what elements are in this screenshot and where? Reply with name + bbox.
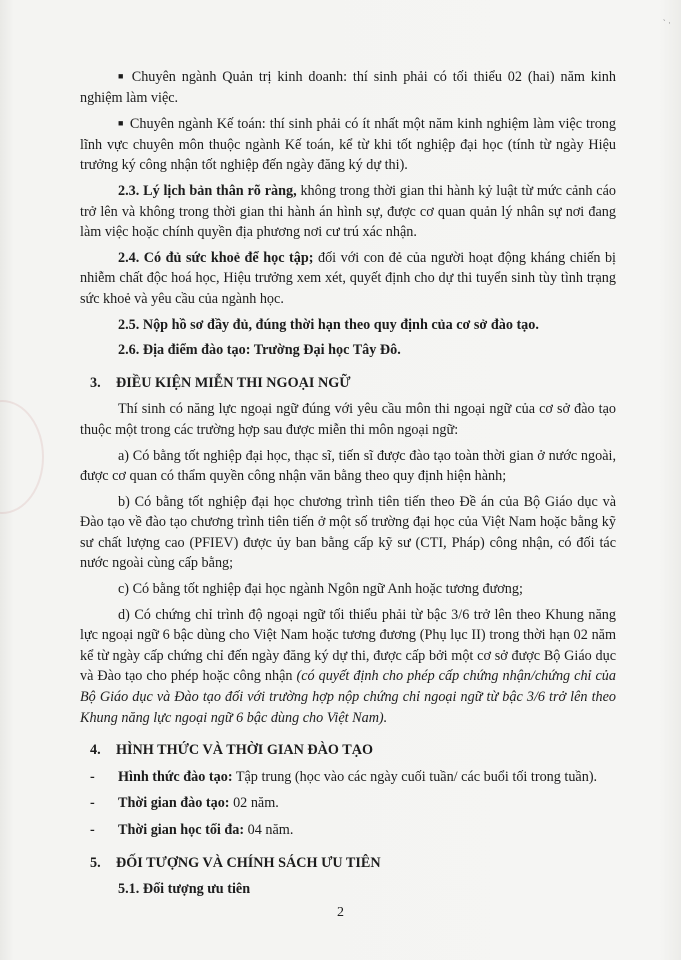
paragraph-3a: a) Có bằng tốt nghiệp đại học, thạc sĩ, tiến sĩ được đào tạo toàn thời gian ở nước ngoài, được cơ quan có thẩm quyền công nhận văn bằng theo quy định hiện hành; (80, 447, 616, 485)
section-5-heading: 5. ĐỐI TƯỢNG VÀ CHÍNH SÁCH ƯU TIÊN (90, 854, 381, 871)
paragraph-ketoan: ■ Chuyên ngành Kế toán: thí sinh phải có ít nhất một năm kinh nghiệm làm việc trong lĩnh vực chuyên môn thuộc ngành Kế toán, kể từ khi tốt nghiệp đại học (tính từ ngày Hiệu trưởng ký công nhận tốt nghiệp đến ngày đăng ký dự thi). (80, 116, 616, 174)
page-number: 2 (337, 905, 344, 920)
document-body (80, 66, 616, 905)
list-item: - Thời gian học tối đa: 04 năm. (90, 822, 294, 838)
paragraph-3d: d) Có chứng chỉ trình độ ngoại ngữ tối thiểu phải từ bậc 3/6 trở lên theo Khung năng lực ngoại ngữ 6 bậc dùng cho Việt Nam hoặc tương đương (Phụ lục II) trong thời hạn 02 năm kể từ ngày cấp chứng chỉ đến ngày đăng ký dự thi, được cấp bởi một cơ sở được Bộ Giáo dục và Đào tạo cho phép hoặc công nhận (có quyết định cho phép cấp chứng nhận/chứng chỉ của Bộ Giáo dục và Đào tạo đối với trường hợp nộp chứng chỉ ngoại ngữ từ bậc 3/6 trở lên theo Khung năng lực ngoại ngữ 6 bậc dùng cho Việt Nam). (80, 606, 616, 726)
paragraph-2-4: 2.4. Có đủ sức khoẻ để học tập; đối với con đẻ của người hoạt động kháng chiến bị nhiễm chất độc hoá học, Hiệu trưởng xem xét, quyết định cho dự thi tuyển sinh tùy tình trạng sức khoẻ và yêu cầu của ngành học. (80, 249, 616, 307)
section-3-heading: 3. ĐIỀU KIỆN MIỄN THI NGOẠI NGỮ (90, 374, 351, 391)
section-4-heading: 4. HÌNH THỨC VÀ THỜI GIAN ĐÀO TẠO (90, 742, 373, 759)
list-item: - Hình thức đào tạo: Tập trung (học vào các ngày cuối tuần/ các buổi tối trong tuần). (90, 768, 598, 785)
paragraph-qtkd: ■ Chuyên ngành Quản trị kinh doanh: thí sinh phải có tối thiểu 02 (hai) năm kinh nghiệm làm việc. (80, 69, 616, 106)
paragraph-3c: c) Có bằng tốt nghiệp đại học ngành Ngôn ngữ Anh hoặc tương đương; (118, 581, 523, 598)
paragraph-5-1: 5.1. Đối tượng ưu tiên (118, 881, 251, 898)
square-bullet-icon: ■ (118, 71, 126, 81)
corner-mark: ` · (662, 18, 671, 28)
list-item: - Thời gian đào tạo: 02 năm. (90, 795, 279, 812)
paragraph-2-5: 2.5. Nộp hồ sơ đầy đủ, đúng thời hạn theo quy định của cơ sở đào tạo. (118, 316, 539, 333)
paragraph-3b: b) Có bằng tốt nghiệp đại học chương trình tiên tiến theo Đề án của Bộ Giáo dục và Đào tạo về đào tạo chương trình tiên tiến ở một số trường đại học của Việt Nam hoặc bằng kỹ sư chất lượng cao (PFIEV) được ủy ban bằng cấp kỹ sư (CTI, Pháp) công nhận, có đối tác nước ngoài cùng cấp bằng; (80, 493, 616, 572)
square-bullet-icon: ■ (118, 118, 124, 129)
faded-stamp-mark (0, 400, 44, 514)
paragraph-2-6: 2.6. Địa điểm đào tạo: Trường Đại học Tây Đô. (118, 342, 401, 359)
paragraph-3-intro: Thí sinh có năng lực ngoại ngữ đúng với yêu cầu môn thi ngoại ngữ của cơ sở đào tạo thuộc một trong các trường hợp sau được miễn thi môn ngoại ngữ: (80, 401, 616, 438)
paragraph-2-3: 2.3. Lý lịch bản thân rõ ràng, không trong thời gian thi hành kỷ luật từ mức cảnh cáo trở lên và không trong thời gian thi hành án hình sự, được cơ quan quản lý nhân sự nơi đang làm việc hoặc chính quyền địa phương nơi cư trú xác nhận. (80, 182, 616, 241)
